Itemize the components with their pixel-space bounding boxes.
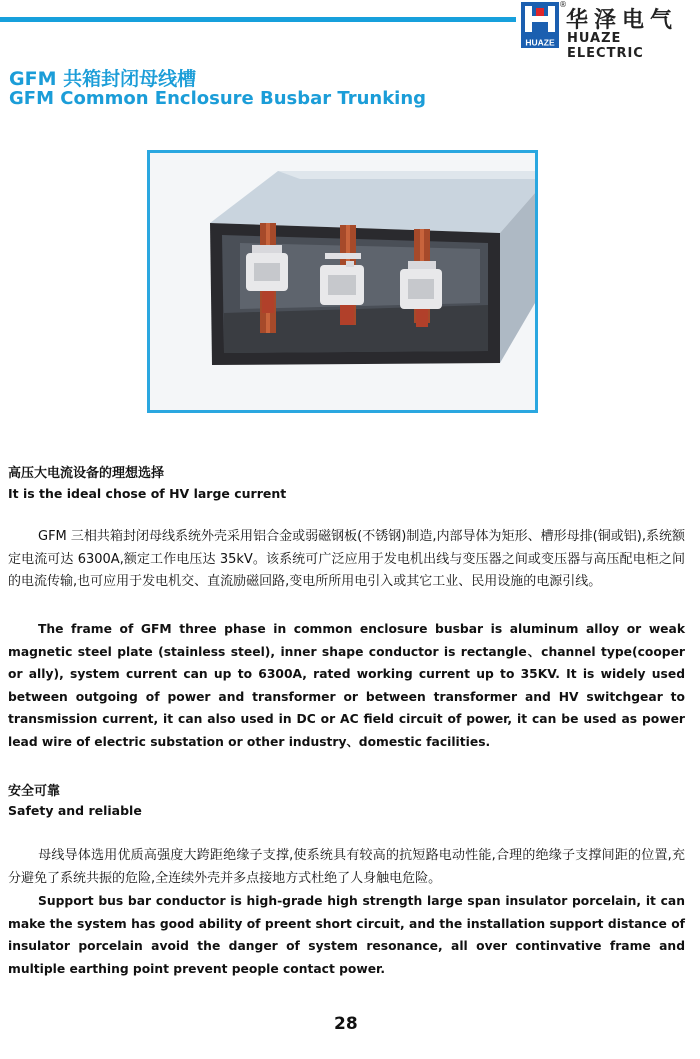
section1-paragraph-en-text: The frame of GFM three phase in common enclosure busbar is aluminum alloy or weak magnetic steel plate (stainless steel), inner shape conductor is rectangle、channel type(cooper or ally), system current can up to 6300A, rated working current up to 35KV. It is widely used between outgoing of power and transformer or between transformer and HV switchgear to transmission current, it can also used in DC or AC field circuit of power, it can be used as power lead wire of electric substation or other industry、domestic facilities. xyxy=(8,622,685,749)
busbar-trunking-illustration xyxy=(150,153,535,410)
section1-paragraph-cn xyxy=(8,526,685,594)
section2-heading-en: Safety and reliable xyxy=(8,803,142,818)
brand-name-en: HUAZE ELECTRIC xyxy=(567,31,644,61)
section2-heading-cn: 安全可靠 xyxy=(8,784,61,799)
logo-text: HUAZE xyxy=(525,37,555,48)
section2-paragraph-cn-text: 母线导体选用优质高强度大跨距绝缘子支撑,使系统具有较高的抗短路电动性能,合理的绝缘子支撑间距的位置,充分避免了系统共振的危险,全连续外壳并多点接地方式杜绝了人身触电危险。 xyxy=(8,848,685,886)
page-title-en: GFM Common Enclosure Busbar Trunking xyxy=(9,88,427,109)
section2-paragraph-en xyxy=(8,890,685,980)
registered-mark: ® xyxy=(559,0,567,9)
section2-paragraph-en-text: Support bus bar conductor is high-grade high strength large span insulator porcelain, it can make the system has good ability of preent short circuit, and the installation support distance of insulator porcelain avoid the danger of system resonance, all over continvative frame and multiple earthing point prevent people contact power. xyxy=(8,894,685,976)
section1-paragraph-en xyxy=(8,618,685,753)
huaze-logo xyxy=(521,2,559,48)
header-accent-bar xyxy=(0,17,516,22)
page-title-cn: GFM 共箱封闭母线槽 xyxy=(9,68,197,90)
section1-paragraph-cn-text: GFM 三相共箱封闭母线系统外壳采用铝合金或弱磁钢板(不锈钢)制造,内部导体为矩形、槽形母排(铜或铝),系统额定电流可达 6300A,额定工作电压达 35kV。该系统可广泛应用于发电机出线与变压器之间或变压器与高压配电柜之间的电流传输,也可应用于发电机交、直流励磁回路,变电所所用电引入或其它工业、民用设施的电源引线。 xyxy=(8,529,685,589)
section1-heading-en: It is the ideal chose of HV large current xyxy=(8,486,287,501)
page-number: 28 xyxy=(334,1014,358,1034)
product-photo xyxy=(147,150,538,413)
section2-paragraph-cn xyxy=(8,845,685,890)
brand-name-cn: 华泽电气 xyxy=(566,8,679,33)
section1-heading-cn: 高压大电流设备的理想选择 xyxy=(8,466,165,481)
